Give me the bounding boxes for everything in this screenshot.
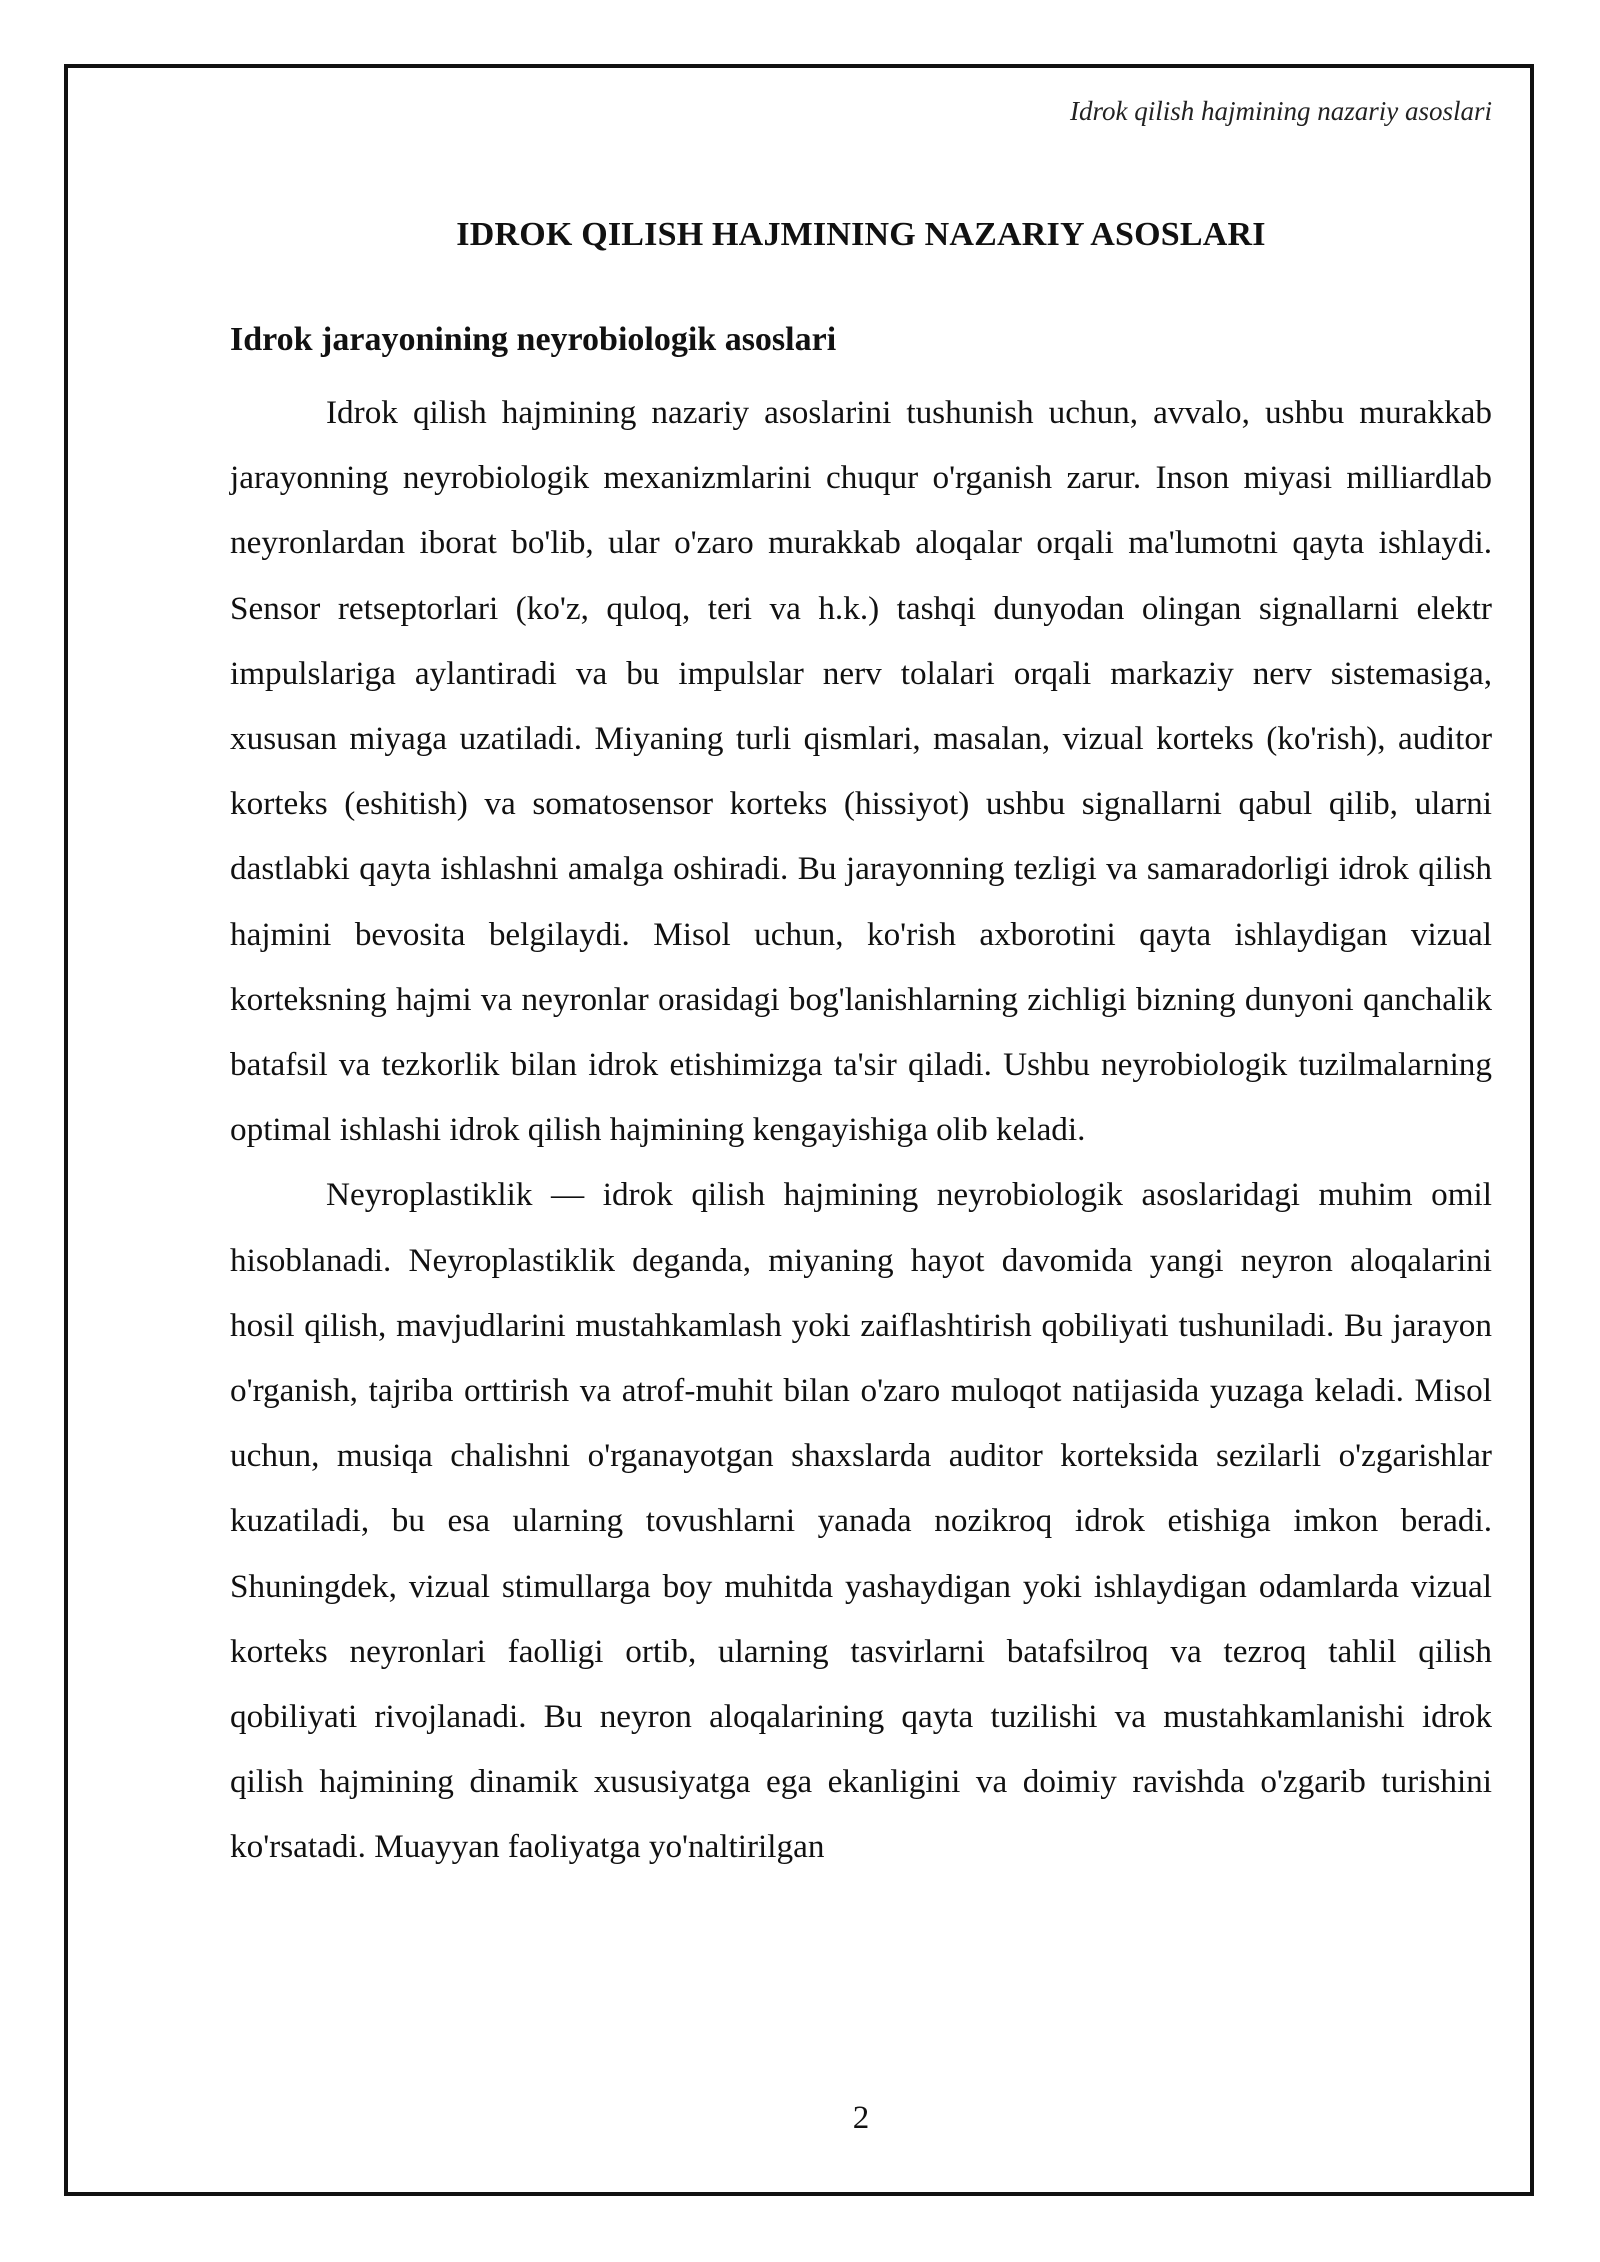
- document-title: IDROK QILISH HAJMINING NAZARIY ASOSLARI: [456, 216, 1266, 253]
- section-heading: Idrok jarayonining neyrobiologik asoslari: [230, 321, 837, 358]
- body-paragraph-2: Neyroplastiklik — idrok qilish hajmining neyrobiologik asoslaridagi muhim omil hisoblanadi. Neyroplastiklik deganda, miyaning hayot davomida yangi neyron aloqalarini hosil qilish, mavjudlarini mustahkamlash yoki zaiflashtirish qobiliyati tushuniladi. Bu jarayon o'rganish, tajriba orttirish va atrof-muhit bilan o'zaro muloqot natijasida yuzaga keladi. Misol uchun, musiqa chalishni o'rganayotgan shaxslarda auditor korteksida sezilarli o'zgarishlar kuzatiladi, bu esa ularning tovushlarni yanada nozikroq idrok etishiga imkon beradi. Shuningdek, vizual stimullarga boy muhitda yashaydigan yoki ishlaydigan odamlarda vizual korteks neyronlari faolligi ortib, ularning tasvirlarni batafsilroq va tezroq tahlil qilish qobiliyati rivojlanadi. Bu neyron aloqalarining qayta tuzilishi va mustahkamlanishi idrok qilish hajmining dinamik xususiyatga ega ekanligini va doimiy ravishda o'zgarib turishini ko'rsatadi. Muayyan faoliyatga yo'naltirilgan: [230, 1176, 1492, 1866]
- running-header: Idrok qilish hajmining nazariy asoslari: [1069, 96, 1492, 126]
- body-paragraph-1: Idrok qilish hajmining nazariy asoslarini tushunish uchun, avvalo, ushbu murakkab jarayonning neyrobiologik mexanizmlarini chuqur o'rganish zarur. Inson miyasi milliardlab neyronlardan iborat bo'lib, ular o'zaro murakkab aloqalar orqali ma'lumotni qayta ishlaydi. Sensor retseptorlari (ko'z, quloq, teri va h.k.) tashqi dunyodan olingan signallarni elektr impulslariga aylantiradi va bu impulslar nerv tolalari orqali markaziy nerv sistemasiga, xususan miyaga uzatiladi. Miyaning turli qismlari, masalan, vizual korteks (ko'rish), auditor korteks (eshitish) va somatosensor korteks (hissiyot) ushbu signallarni qabul qilib, ularni dastlabki qayta ishlashni amalga oshiradi. Bu jarayonning tezligi va samaradorligi idrok qilish hajmini bevosita belgilaydi. Misol uchun, ko'rish axborotini qayta ishlaydigan vizual korteksning hajmi va neyronlar orasidagi bog'lanishlarning zichligi bizning dunyoni qanchalik batafsil va tezkorlik bilan idrok etishimizga ta'sir qiladi. Ushbu neyrobiologik tuzilmalarning optimal ishlashi idrok qilish hajmining kengayishiga olib keladi.: [230, 394, 1492, 1149]
- page-content: [230, 210, 1492, 1880]
- page-number: 2: [852, 2100, 870, 2136]
